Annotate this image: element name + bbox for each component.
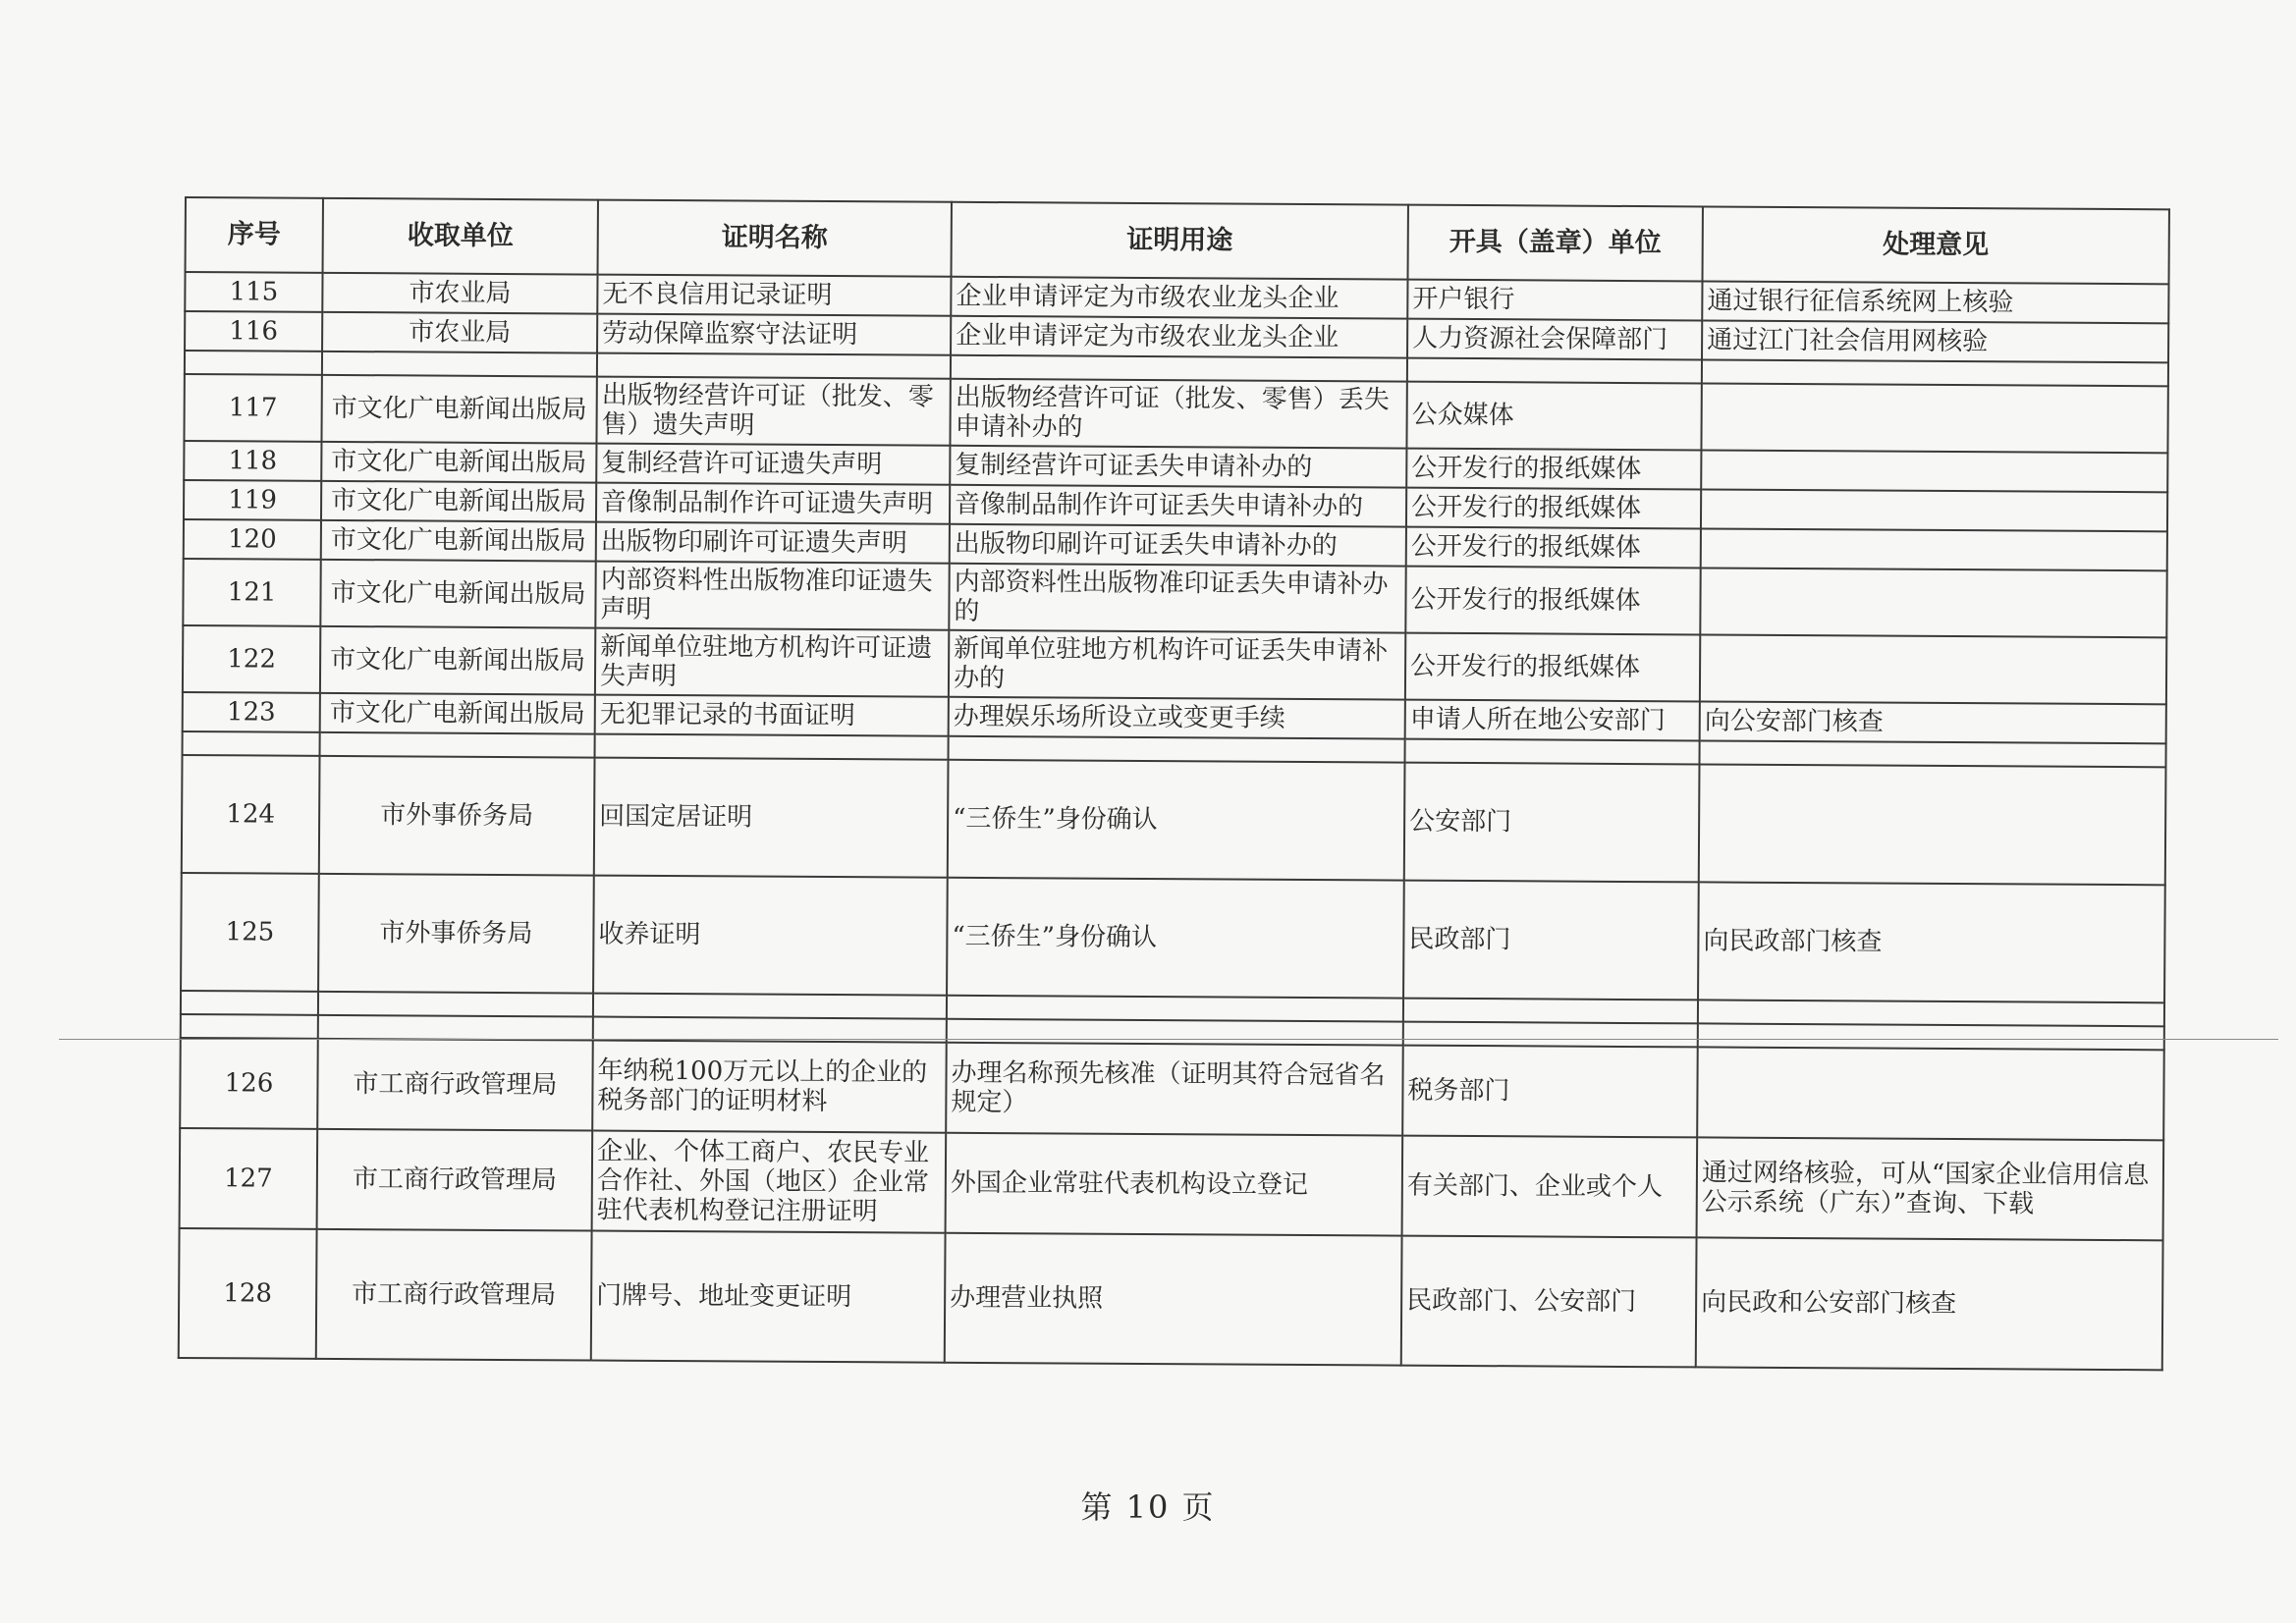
cell-opinion: 向民政部门核查 [1698, 882, 2165, 1002]
cell-purpose: 复制经营许可证丢失申请补办的 [950, 446, 1406, 488]
header-receiving-unit: 收取单位 [323, 198, 598, 275]
cell-issuer: 公众媒体 [1406, 382, 1701, 451]
cell-purpose: 出版物经营许可证（批发、零售）丢失申请补办的 [950, 379, 1406, 449]
cell-index: 120 [184, 519, 321, 560]
cell-index: 116 [185, 311, 322, 352]
cell-name: 内部资料性出版物准印证遗失声明 [595, 562, 949, 630]
cell-index: 118 [184, 441, 321, 481]
cell-issuer: 公开发行的报纸媒体 [1406, 488, 1701, 529]
cell-unit: 市文化广电新闻出版局 [321, 442, 596, 483]
cell-unit: 市文化广电新闻出版局 [321, 375, 596, 444]
cell-purpose: 音像制品制作许可证丢失申请补办的 [950, 485, 1406, 527]
cell-name: 年纳税100万元以上的企业的税务部门的证明材料 [592, 1041, 947, 1133]
cell-unit: 市文化广电新闻出版局 [321, 481, 596, 522]
cell-opinion [1697, 1047, 2164, 1140]
cell-opinion: 通过江门社会信用网核验 [1702, 320, 2168, 362]
cell-issuer: 公开发行的报纸媒体 [1406, 527, 1701, 568]
cell-index: 122 [183, 625, 320, 693]
table-row [183, 625, 2166, 704]
cell-name: 门牌号、地址变更证明 [591, 1231, 946, 1363]
cell-name: 收养证明 [593, 876, 948, 996]
cell-index: 123 [183, 692, 320, 732]
header-certificate-purpose: 证明用途 [952, 202, 1408, 280]
header-index: 序号 [186, 197, 323, 273]
cell-opinion [1699, 764, 2166, 885]
cell-issuer: 公安部门 [1404, 763, 1700, 883]
cell-index: 119 [184, 480, 321, 520]
cell-purpose: 办理名称预先核准（证明其符合冠省名规定） [946, 1043, 1403, 1136]
table-header-row [186, 197, 2169, 284]
cell-index: 121 [183, 559, 320, 626]
cell-index: 128 [179, 1228, 317, 1359]
table-row [182, 755, 2166, 885]
cell-name: 回国定居证明 [594, 758, 949, 878]
cell-purpose: “三侨生”身份确认 [947, 878, 1404, 999]
cell-purpose: 出版物印刷许可证丢失申请补办的 [950, 524, 1406, 567]
cell-issuer: 公开发行的报纸媒体 [1405, 633, 1700, 702]
cell-name: 出版物经营许可证（批发、零售）遗失声明 [596, 377, 950, 446]
cell-name: 劳动保障监察守法证明 [597, 314, 951, 355]
cell-unit: 市工商行政管理局 [317, 1039, 593, 1131]
table-row [180, 1128, 2164, 1240]
certificate-table [178, 196, 2170, 1371]
cell-unit: 市农业局 [322, 312, 597, 353]
cell-name: 音像制品制作许可证遗失声明 [596, 483, 950, 524]
cell-opinion [1701, 383, 2167, 453]
cell-purpose: 新闻单位驻地方机构许可证丢失申请补办的 [949, 630, 1405, 700]
cell-issuer: 民政部门 [1403, 881, 1699, 1001]
cell-index: 115 [185, 272, 322, 312]
page-number: 第 10 页 [1080, 1488, 1216, 1526]
cell-name: 无犯罪记录的书面证明 [595, 695, 949, 736]
cell-opinion [1701, 528, 2167, 570]
cell-name: 出版物印刷许可证遗失声明 [596, 522, 950, 564]
cell-index: 124 [182, 755, 320, 874]
table-row [183, 559, 2166, 637]
cell-opinion [1700, 568, 2166, 637]
cell-issuer: 民政部门、公安部门 [1401, 1236, 1697, 1368]
header-issuing-unit: 开具（盖章）单位 [1408, 205, 1703, 282]
cell-name: 新闻单位驻地方机构许可证遗失声明 [595, 628, 949, 697]
table-row [180, 1038, 2164, 1140]
cell-unit: 市外事侨务局 [319, 756, 595, 876]
cell-unit: 市文化广电新闻出版局 [321, 520, 596, 562]
cell-unit: 市文化广电新闻出版局 [320, 560, 595, 628]
cell-index: 127 [180, 1128, 318, 1229]
cell-issuer: 开户银行 [1407, 280, 1702, 321]
cell-issuer: 人力资源社会保障部门 [1407, 319, 1702, 360]
table-row [179, 1228, 2163, 1370]
cell-opinion [1701, 489, 2167, 531]
cell-issuer: 有关部门、企业或个人 [1402, 1136, 1698, 1238]
header-certificate-name: 证明名称 [598, 200, 952, 277]
header-handling-opinion: 处理意见 [1703, 206, 2169, 284]
cell-opinion [1701, 450, 2167, 492]
cell-issuer: 公开发行的报纸媒体 [1405, 567, 1700, 635]
cell-index: 126 [180, 1038, 318, 1129]
cell-opinion [1700, 634, 2166, 704]
cell-purpose: 外国企业常驻代表机构设立登记 [946, 1133, 1403, 1236]
cell-purpose: 办理娱乐场所设立或变更手续 [949, 697, 1405, 739]
cell-name: 无不良信用记录证明 [597, 275, 951, 316]
scan-divider-line [59, 1039, 2278, 1040]
cell-name: 复制经营许可证遗失声明 [596, 444, 950, 485]
cell-purpose: 办理营业执照 [945, 1233, 1402, 1366]
cell-purpose: 企业申请评定为市级农业龙头企业 [951, 277, 1407, 319]
cell-issuer: 申请人所在地公安部门 [1405, 700, 1700, 741]
cell-opinion: 通过网络核验，可从“国家企业信用信息公示系统（广东）”查询、下载 [1697, 1137, 2164, 1240]
cell-unit: 市工商行政管理局 [316, 1229, 592, 1361]
cell-opinion: 通过银行征信系统网上核验 [1702, 281, 2168, 323]
cell-unit: 市工商行政管理局 [317, 1129, 593, 1231]
table-row [184, 374, 2167, 453]
cell-purpose: 内部资料性出版物准印证丢失申请补办的 [949, 564, 1405, 633]
cell-unit: 市文化广电新闻出版局 [320, 693, 595, 734]
cell-purpose: “三侨生”身份确认 [948, 760, 1405, 881]
cell-name: 企业、个体工商户、农民专业合作社、外国（地区）企业常驻代表机构登记注册证明 [592, 1131, 947, 1233]
cell-unit: 市文化广电新闻出版局 [320, 626, 595, 695]
cell-index: 117 [184, 374, 321, 442]
cell-opinion: 向民政和公安部门核查 [1696, 1237, 2163, 1370]
cell-issuer: 税务部门 [1402, 1046, 1698, 1138]
cell-issuer: 公开发行的报纸媒体 [1406, 449, 1701, 490]
cell-opinion: 向公安部门核查 [1700, 701, 2166, 743]
cell-unit: 市农业局 [322, 273, 597, 314]
cell-purpose: 企业申请评定为市级农业龙头企业 [951, 316, 1407, 358]
cell-unit: 市外事侨务局 [318, 874, 594, 994]
cell-index: 125 [181, 873, 319, 992]
table-row [181, 873, 2165, 1002]
